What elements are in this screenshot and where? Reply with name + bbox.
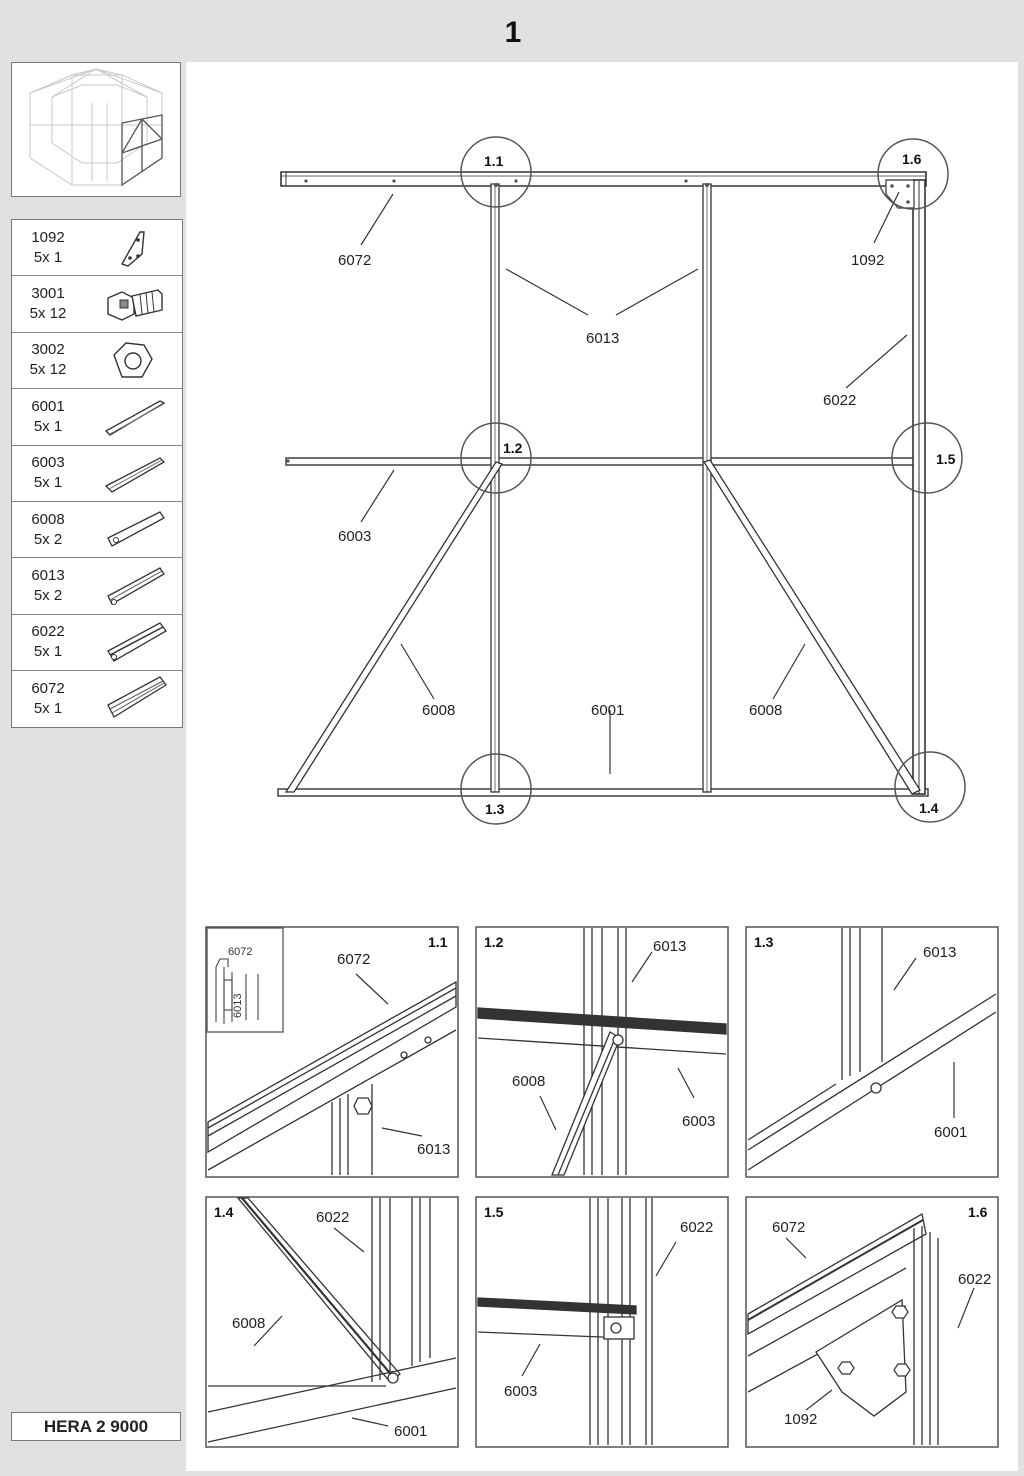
detail-panel-1-1	[206, 927, 458, 1177]
page-header	[8, 6, 1018, 60]
model-name: HERA 2 9000	[11, 1412, 181, 1441]
part-label: 6013	[586, 330, 620, 347]
assembly-drawing-area	[186, 62, 1018, 1471]
profile-6013-icon	[100, 562, 172, 610]
bracket-plate-icon	[100, 224, 172, 272]
bolt-icon	[100, 280, 172, 328]
callout-label: 1.5	[936, 451, 956, 467]
step-number: 1	[504, 16, 522, 49]
detail-id: 1.4	[214, 1204, 234, 1220]
list-item	[12, 333, 182, 389]
part-label: 6008	[512, 1073, 546, 1090]
list-item	[12, 558, 182, 614]
greenhouse-thumbnail	[11, 62, 181, 197]
part-label: 6072	[337, 951, 371, 968]
part-label: 6001	[934, 1124, 968, 1141]
part-qty: 5x 2	[33, 587, 63, 605]
part-code: 6008	[31, 510, 65, 528]
part-label: 6008	[749, 702, 783, 719]
part-label: 6022	[823, 392, 857, 409]
detail-id: 1.5	[484, 1204, 504, 1220]
inset-label: 6072	[228, 946, 253, 958]
callout-label: 1.3	[485, 801, 505, 817]
detail-id: 1.2	[484, 934, 504, 950]
profile-6008-icon	[100, 506, 172, 554]
detail-panel-1-2	[476, 927, 728, 1177]
parts-list	[11, 219, 183, 728]
detail-panel-1-4	[206, 1197, 458, 1447]
list-item	[12, 220, 182, 276]
part-code: 6022	[31, 623, 65, 641]
part-qty: 5x 1	[33, 699, 63, 717]
detail-id: 1.6	[968, 1204, 988, 1220]
part-code: 6003	[31, 454, 65, 472]
part-qty: 5x 1	[33, 417, 63, 435]
part-qty: 5x 12	[29, 361, 67, 379]
assembly-diagram	[186, 62, 1018, 1471]
callout-label: 1.6	[902, 151, 922, 167]
list-item	[12, 502, 182, 558]
part-label: 6013	[653, 938, 687, 955]
hex-nut-icon	[100, 337, 172, 385]
part-label: 6022	[958, 1271, 992, 1288]
callout-label: 1.2	[503, 440, 523, 456]
callout-label: 1.4	[919, 800, 939, 816]
part-qty: 5x 1	[33, 643, 63, 661]
list-item	[12, 615, 182, 671]
part-label: 6003	[682, 1113, 716, 1130]
profile-6003-icon	[100, 450, 172, 498]
part-label: 6003	[504, 1383, 538, 1400]
part-code: 6001	[31, 397, 65, 415]
part-label: 6013	[923, 944, 957, 961]
callout-label: 1.1	[484, 153, 504, 169]
detail-panel-1-6	[746, 1197, 998, 1447]
detail-id: 1.3	[754, 934, 774, 950]
detail-id: 1.1	[428, 934, 448, 950]
part-qty: 5x 2	[33, 530, 63, 548]
detail-panel-1-3	[746, 927, 998, 1177]
part-code: 3001	[31, 285, 65, 303]
part-code: 3002	[31, 341, 65, 359]
part-label: 6003	[338, 528, 372, 545]
part-label: 6008	[422, 702, 456, 719]
detail-panel-1-5	[476, 1197, 728, 1447]
part-qty: 5x 1	[33, 248, 63, 266]
part-label: 6072	[772, 1219, 806, 1236]
part-label: 6022	[680, 1219, 714, 1236]
part-label: 6072	[338, 252, 372, 269]
inset-label: 6013	[232, 993, 244, 1018]
list-item	[12, 389, 182, 445]
list-item	[12, 446, 182, 502]
profile-6001-icon	[100, 393, 172, 441]
part-label: 6022	[316, 1209, 350, 1226]
part-code: 6072	[31, 679, 65, 697]
part-label: 6001	[394, 1423, 428, 1440]
profile-6072-icon	[100, 675, 172, 723]
part-label: 1092	[784, 1411, 818, 1428]
list-item	[12, 671, 182, 726]
part-label: 6008	[232, 1315, 266, 1332]
list-item	[12, 276, 182, 332]
profile-6022-icon	[100, 619, 172, 667]
part-qty: 5x 12	[29, 305, 67, 323]
part-code: 1092	[31, 228, 65, 246]
greenhouse-icon	[12, 63, 180, 196]
part-label: 6001	[591, 702, 625, 719]
part-label: 1092	[851, 252, 885, 269]
part-label: 6013	[417, 1141, 451, 1158]
part-qty: 5x 1	[33, 474, 63, 492]
part-code: 6013	[31, 567, 65, 585]
